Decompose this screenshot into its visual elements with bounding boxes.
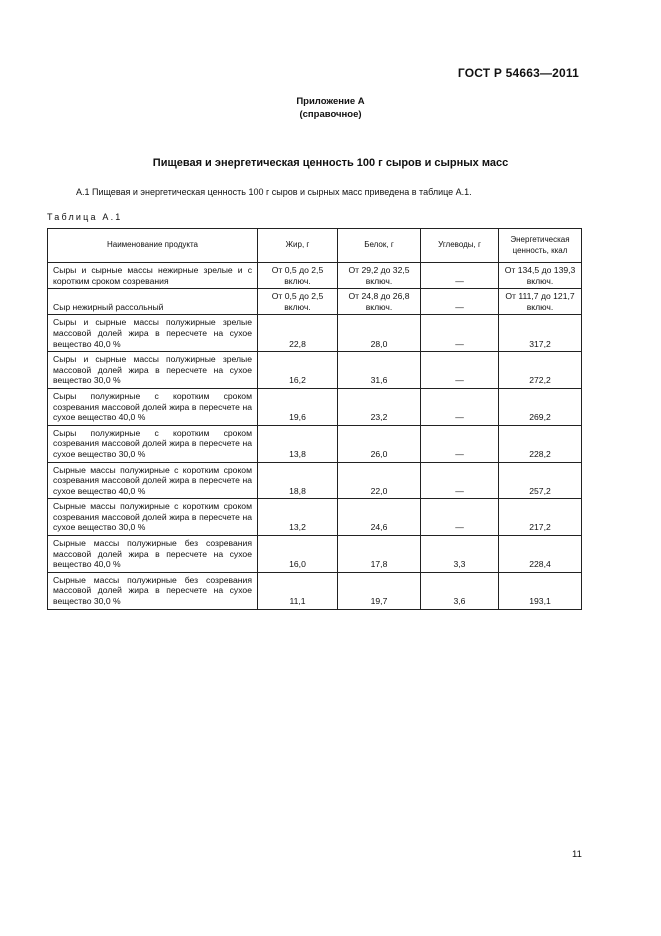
table-header-row bbox=[48, 229, 582, 263]
nutrition-table bbox=[47, 228, 582, 610]
cell-carbs: — bbox=[421, 425, 499, 462]
cell-protein: 19,7 bbox=[338, 572, 421, 609]
header-energy: Энергетическая ценность, ккал bbox=[499, 229, 582, 263]
table-row bbox=[48, 499, 582, 536]
cell-protein: 17,8 bbox=[338, 536, 421, 573]
cell-carbs: — bbox=[421, 499, 499, 536]
cell-energy: 269,2 bbox=[499, 388, 582, 425]
header-name: Наименование продукта bbox=[48, 229, 258, 263]
table-label: Таблица А.1 bbox=[47, 212, 123, 222]
cell-name: Сыры и сырные массы полужирные зрелые массовой долей жира в пересчете на сухое вещество 30,0 % bbox=[48, 352, 258, 389]
cell-carbs: — bbox=[421, 263, 499, 289]
table-row bbox=[48, 425, 582, 462]
cell-fat: 11,1 bbox=[258, 572, 338, 609]
cell-fat: 16,2 bbox=[258, 352, 338, 389]
cell-fat: От 0,5 до 2,5 включ. bbox=[258, 289, 338, 315]
cell-protein: 26,0 bbox=[338, 425, 421, 462]
cell-fat: От 0,5 до 2,5 включ. bbox=[258, 263, 338, 289]
cell-name: Сыры полужирные с коротким сроком созревания массовой долей жира в пересчете на сухое вещество 30,0 % bbox=[48, 425, 258, 462]
cell-energy: От 134,5 до 139,3 включ. bbox=[499, 263, 582, 289]
cell-name: Сырные массы полужирные с коротким сроком созревания массовой долей жира в пересчете на сухое вещество 30,0 % bbox=[48, 499, 258, 536]
annex-title: Приложение А bbox=[296, 96, 365, 107]
cell-energy: 272,2 bbox=[499, 352, 582, 389]
cell-carbs: — bbox=[421, 462, 499, 499]
cell-protein: 31,6 bbox=[338, 352, 421, 389]
cell-carbs: — bbox=[421, 289, 499, 315]
cell-name: Сырные массы полужирные без созревания массовой долей жира в пересчете на сухое вещество 30,0 % bbox=[48, 572, 258, 609]
table-row bbox=[48, 572, 582, 609]
table-row bbox=[48, 263, 582, 289]
header-protein: Белок, г bbox=[338, 229, 421, 263]
cell-name: Сырные массы полужирные без созревания массовой долей жира в пересчете на сухое вещество 40,0 % bbox=[48, 536, 258, 573]
standard-code: ГОСТ Р 54663—2011 bbox=[457, 66, 579, 80]
cell-name: Сырные массы полужирные с коротким сроком созревания массовой долей жира в пересчете на сухое вещество 40,0 % bbox=[48, 462, 258, 499]
annex-type: (справочное) bbox=[299, 109, 362, 120]
cell-fat: 16,0 bbox=[258, 536, 338, 573]
cell-fat: 18,8 bbox=[258, 462, 338, 499]
cell-fat: 13,2 bbox=[258, 499, 338, 536]
cell-fat: 13,8 bbox=[258, 425, 338, 462]
table-row bbox=[48, 352, 582, 389]
intro-paragraph: А.1 Пищевая и энергетическая ценность 100 г сыров и сырных масс приведена в таблице А.1. bbox=[76, 187, 472, 197]
cell-carbs: 3,6 bbox=[421, 572, 499, 609]
cell-name: Сыры и сырные массы нежирные зрелые и с коротким сроком созревания bbox=[48, 263, 258, 289]
header-fat: Жир, г bbox=[258, 229, 338, 263]
cell-name: Сыры полужирные с коротким сроком созревания массовой долей жира в пересчете на сухое вещество 40,0 % bbox=[48, 388, 258, 425]
cell-carbs: — bbox=[421, 388, 499, 425]
cell-name: Сыр нежирный рассольный bbox=[48, 289, 258, 315]
cell-energy: От 111,7 до 121,7 включ. bbox=[499, 289, 582, 315]
cell-energy: 228,2 bbox=[499, 425, 582, 462]
cell-protein: 28,0 bbox=[338, 315, 421, 352]
table-row bbox=[48, 388, 582, 425]
table-row bbox=[48, 536, 582, 573]
cell-protein: 23,2 bbox=[338, 388, 421, 425]
cell-energy: 257,2 bbox=[499, 462, 582, 499]
cell-carbs: — bbox=[421, 352, 499, 389]
cell-protein: От 24,8 до 26,8 включ. bbox=[338, 289, 421, 315]
annex-heading bbox=[0, 95, 661, 121]
table-row bbox=[48, 289, 582, 315]
table-row bbox=[48, 315, 582, 352]
page-number: 11 bbox=[572, 849, 582, 860]
header-carbs: Углеводы, г bbox=[421, 229, 499, 263]
document-title: Пищевая и энергетическая ценность 100 г сыров и сырных масс bbox=[152, 157, 509, 169]
cell-fat: 19,6 bbox=[258, 388, 338, 425]
cell-energy: 317,2 bbox=[499, 315, 582, 352]
table-row bbox=[48, 462, 582, 499]
cell-energy: 193,1 bbox=[499, 572, 582, 609]
cell-protein: 24,6 bbox=[338, 499, 421, 536]
cell-protein: 22,0 bbox=[338, 462, 421, 499]
cell-carbs: — bbox=[421, 315, 499, 352]
cell-carbs: 3,3 bbox=[421, 536, 499, 573]
cell-protein: От 29,2 до 32,5 включ. bbox=[338, 263, 421, 289]
cell-energy: 217,2 bbox=[499, 499, 582, 536]
cell-energy: 228,4 bbox=[499, 536, 582, 573]
cell-fat: 22,8 bbox=[258, 315, 338, 352]
cell-name: Сыры и сырные массы полужирные зрелые массовой долей жира в пересчете на сухое вещество 40,0 % bbox=[48, 315, 258, 352]
